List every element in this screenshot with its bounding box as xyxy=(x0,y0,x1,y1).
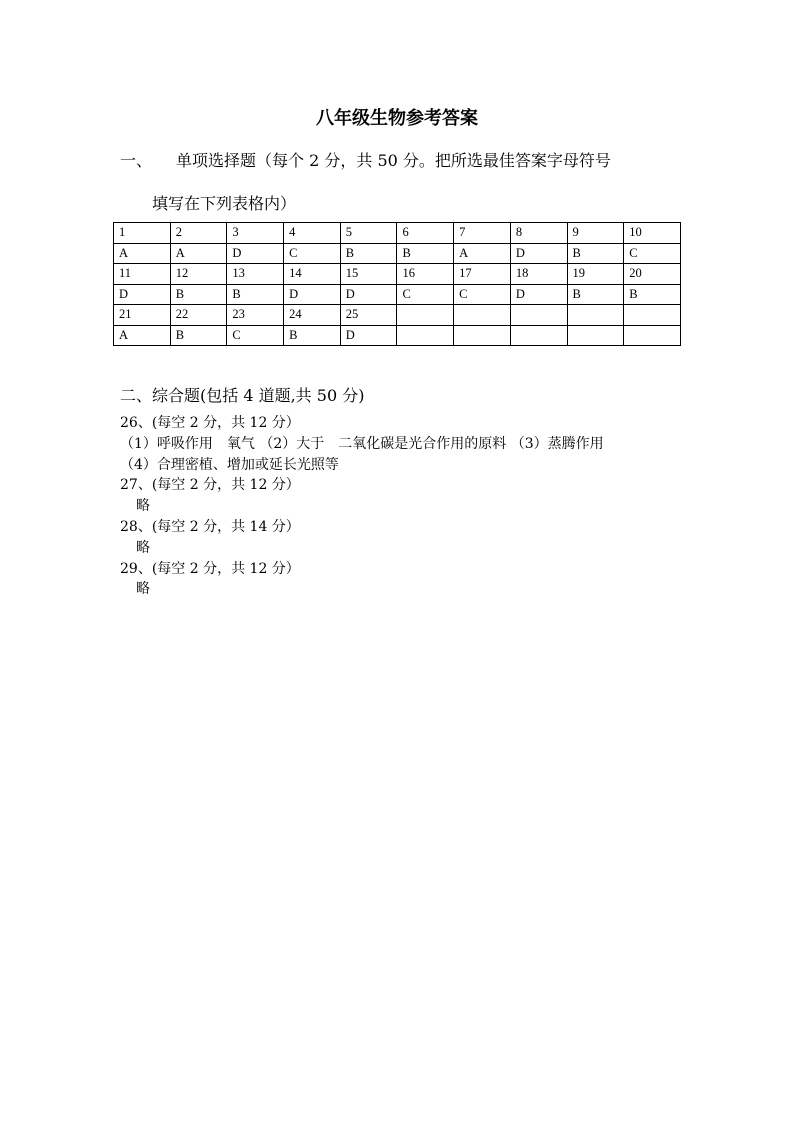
table-cell: 12 xyxy=(170,264,227,285)
table-cell: B xyxy=(340,243,397,264)
q27-answer: 略 xyxy=(136,498,150,515)
table-cell: B xyxy=(624,284,681,305)
table-cell: 19 xyxy=(567,264,624,285)
table-cell: 24 xyxy=(284,305,341,326)
table-row xyxy=(114,264,681,285)
table-cell: D xyxy=(340,325,397,346)
table-cell: B xyxy=(567,243,624,264)
section1-heading xyxy=(120,148,611,171)
q28-answer: 略 xyxy=(136,539,150,556)
table-cell xyxy=(567,325,624,346)
q27-heading: 27、(每空 2 分，共 12 分） xyxy=(120,477,300,494)
table-cell: 6 xyxy=(397,223,454,244)
table-cell: 4 xyxy=(284,223,341,244)
section1-number: 一、 xyxy=(120,151,153,170)
table-cell: 16 xyxy=(397,264,454,285)
table-cell: 18 xyxy=(510,264,567,285)
table-cell: 5 xyxy=(340,223,397,244)
table-row xyxy=(114,325,681,346)
table-cell: 9 xyxy=(567,223,624,244)
table-cell: A xyxy=(170,243,227,264)
table-cell: 7 xyxy=(454,223,511,244)
table-cell: 8 xyxy=(510,223,567,244)
table-cell: A xyxy=(114,325,171,346)
section2-heading: 二、综合题(包括 4 道题,共 50 分) xyxy=(120,386,365,405)
table-cell: 10 xyxy=(624,223,681,244)
table-cell xyxy=(454,305,511,326)
table-cell: 25 xyxy=(340,305,397,326)
table-cell: 13 xyxy=(227,264,284,285)
table-row xyxy=(114,305,681,326)
q26-heading: 26、(每空 2 分，共 12 分） xyxy=(120,415,300,431)
table-cell xyxy=(567,305,624,326)
table-cell: 2 xyxy=(170,223,227,244)
q26-answer-line1: （1）呼吸作用 氧气 （2）大于 二氧化碳是光合作用的原料 （3）蒸腾作用 xyxy=(120,435,604,452)
table-cell: C xyxy=(284,243,341,264)
q29-heading: 29、(每空 2 分，共 12 分） xyxy=(120,560,300,577)
table-cell: D xyxy=(510,284,567,305)
table-cell: B xyxy=(227,284,284,305)
q29-answer: 略 xyxy=(136,581,150,598)
table-cell xyxy=(397,325,454,346)
table-cell: B xyxy=(170,325,227,346)
table-cell: B xyxy=(284,325,341,346)
table-row xyxy=(114,284,681,305)
table-cell: D xyxy=(227,243,284,264)
table-cell: C xyxy=(624,243,681,264)
table-cell: 3 xyxy=(227,223,284,244)
q26-answer-line2: （4）合理密植、增加或延长光照等 xyxy=(120,456,339,473)
table-cell: 23 xyxy=(227,305,284,326)
table-cell: 11 xyxy=(114,264,171,285)
table-cell: 20 xyxy=(624,264,681,285)
table-cell: C xyxy=(397,284,454,305)
table-cell: 22 xyxy=(170,305,227,326)
table-cell: 17 xyxy=(454,264,511,285)
table-cell: 14 xyxy=(284,264,341,285)
table-cell xyxy=(454,325,511,346)
table-row xyxy=(114,243,681,264)
table-cell: C xyxy=(454,284,511,305)
table-cell xyxy=(397,305,454,326)
table-cell: B xyxy=(567,284,624,305)
table-cell xyxy=(510,325,567,346)
table-cell: D xyxy=(340,284,397,305)
section1-text: 单项选择题（每个 2 分，共 50 分。把所选最佳答案字母符号 xyxy=(176,151,611,170)
table-cell: 15 xyxy=(340,264,397,285)
section2-answers xyxy=(120,413,604,600)
table-cell xyxy=(510,305,567,326)
table-cell: D xyxy=(114,284,171,305)
table-cell: A xyxy=(114,243,171,264)
table-row xyxy=(114,223,681,244)
table-cell: 21 xyxy=(114,305,171,326)
table-cell: A xyxy=(454,243,511,264)
table-cell xyxy=(624,305,681,326)
table-cell: D xyxy=(510,243,567,264)
table-cell: B xyxy=(170,284,227,305)
answer-table xyxy=(113,222,681,346)
table-cell xyxy=(624,325,681,346)
section1-continuation: 填写在下列表格内） xyxy=(152,194,297,213)
table-cell: D xyxy=(284,284,341,305)
table-cell: B xyxy=(397,243,454,264)
table-cell: 1 xyxy=(114,223,171,244)
page-title: 八年级生物参考答案 xyxy=(316,108,478,129)
q28-heading: 28、(每空 2 分，共 14 分） xyxy=(120,518,300,535)
table-cell: C xyxy=(227,325,284,346)
